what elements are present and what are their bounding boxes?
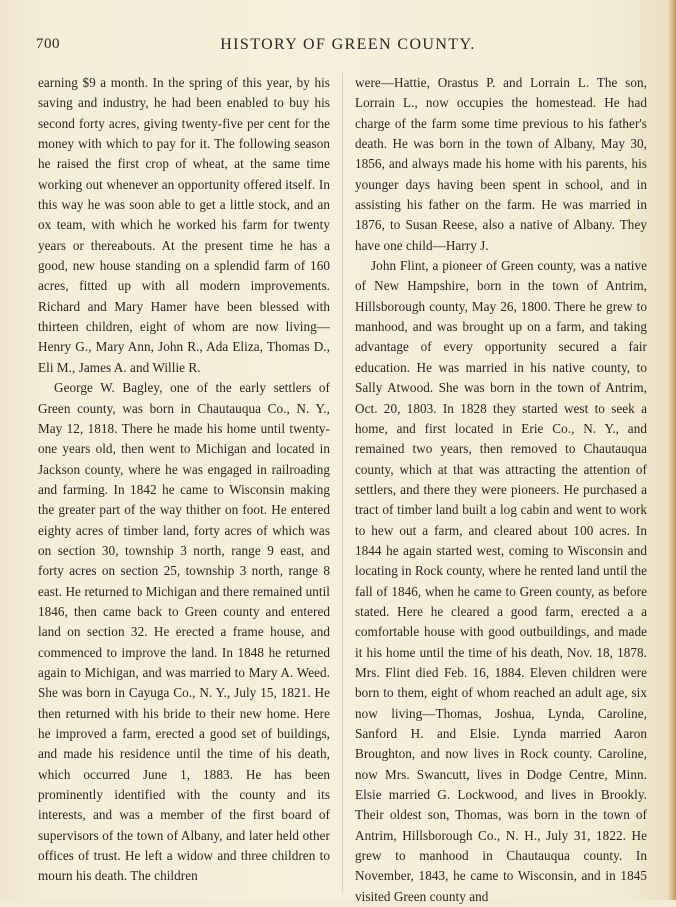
left-column (38, 73, 330, 887)
paragraph-hamer-continued: earning $9 a month. In the spring of this year, by his saving and industry, he had been enabled to buy his second forty acres, giving twenty-five per cent for the money with which to pay for it. The following season he raised the first crop of wheat, at the same time working out whenever an opportunity offered itself. In this way he was soon able to get a little stock, and an ox team, with which he worked his farm for twenty years or thereabouts. At the present time he has a good, new house standing on a splendid farm of 160 acres, fitted up with all modern improvements. Richard and Mary Hamer have been blessed with thirteen children, eight of whom are now living—Henry G., Mary Ann, John R., Ada Eliza, Thomas D., Eli M., James A. and Willie R. (38, 75, 330, 375)
page-header (36, 36, 640, 60)
page-edge (668, 0, 676, 900)
paragraph-flint: John Flint, a pioneer of Green county, was a native of New Hampshire, born in the town of Antrim, Hillsborough county, May 26, 1800. There he grew to manhood, and was brought up on a farm, and taking advantage of every opportunity secured a fair education. He was married in his native county, to Sally Atwood. She was born in the town of Antrim, Oct. 20, 1803. In 1828 they started west to seek a home, and first located in Erie Co., N. Y., and remained two years, then removed to Chautauqua county, which at that was attracting the attention of settlers, and there they were pioneers. He purchased a tract of timber land built a log cabin and went to work to hew out a farm, and cleared about 100 acres. In 1844 he again started west, coming to Wisconsin and locating in Rock county, where he rented land until the fall of 1846, when he came to Green county, as before stated. Here he cleared a good farm, erected a a comfortable house with good outbuildings, and made it his home until the time of his death, Nov. 18, 1878. Mrs. Flint died Feb. 16, 1884. Eleven children were born to them, eight of whom reached an adult age, six now living—Thomas, Joshua, Lynda, Caroline, Sanford H. and Elsie. Lynda married Aaron Broughton, and now lives in Rock county. Caroline, now Mrs. Swancutt, lives in Dodge Centre, Minn. Elsie married G. Lockwood, and lives in Brookly. Their oldest son, Thomas, was born in the town of Antrim, Hillsborough Co., N. H., July 31, 1822. He grew to manhood in Chautauqua county. In November, 1843, he came to Wisconsin, and in 1845 visited Green county and (355, 258, 647, 904)
running-title: HISTORY OF GREEN COUNTY. (220, 36, 476, 53)
page-number: 700 (36, 36, 60, 52)
column-divider (342, 73, 343, 893)
right-column (355, 73, 647, 907)
paragraph-bagley-children: were—Hattie, Orastus P. and Lorrain L. The son, Lorrain L., now occupies the homestead. He had charge of the farm some time previous to his father's death. He was born in the town of Albany, May 30, 1856, and always made his home with his parents, his younger days having been spent in school, and in assisting his father on the farm. He was married in 1876, to Susan Reese, also a native of Albany. They have one child—Harry J. (355, 75, 647, 253)
paragraph-bagley: George W. Bagley, one of the early settlers of Green county, was born in Chautauqua Co., N. Y., May 12, 1818. There he made his home until twenty-one years old, then went to Michigan and located in Jackson county, where he was engaged in railroading and farming. In 1842 he came to Wisconsin making the greater part of the way thither on foot. He entered eighty acres of timber land, forty acres of which was on section 30, township 3 north, range 9 east, and forty acres on section 25, township 3 north, range 8 east. He returned to Michigan and there remained until 1846, then came back to Green county and entered land on section 32. He erected a frame house, and commenced to improve the land. In 1848 he returned again to Michigan, and was married to Mary A. Weed. She was born in Cayuga Co., N. Y., July 15, 1821. He then returned with his bride to their new home. Here he improved a farm, erected a good set of buildings, and made his residence until the time of his death, which occurred June 1, 1883. He has been prominently identified with the county and its interests, and was a member of the first board of supervisors of the town of Albany, and later held other offices of trust. He left a widow and three children to mourn his death. The children (38, 380, 330, 884)
